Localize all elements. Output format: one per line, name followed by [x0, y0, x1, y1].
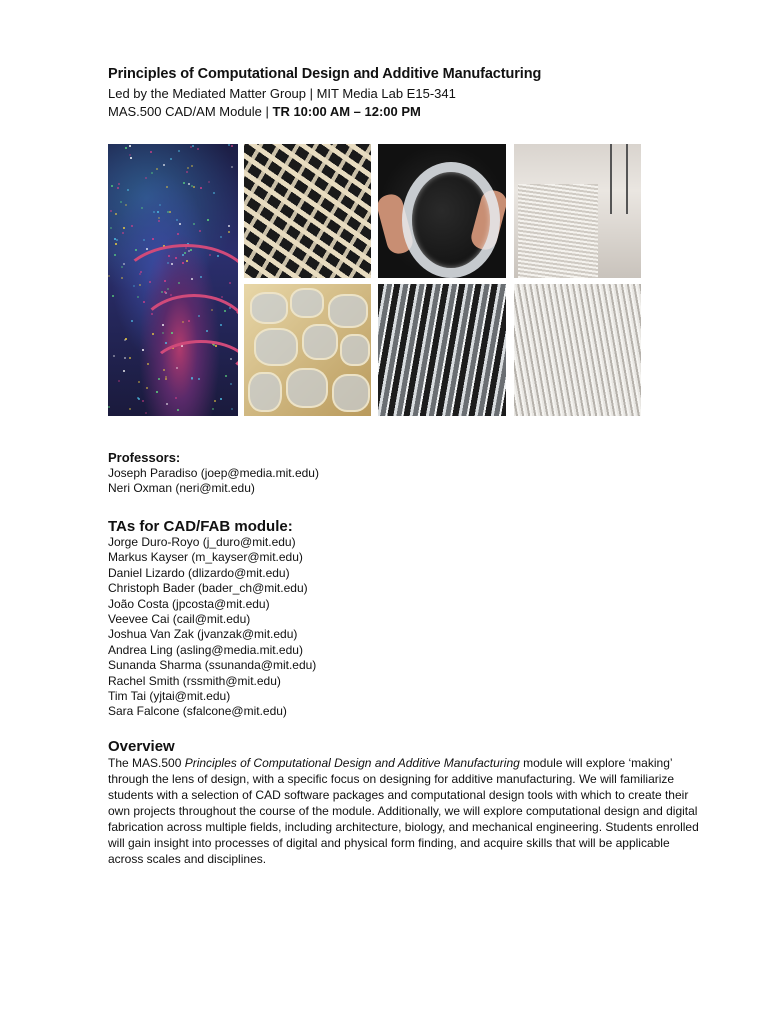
overview-course-title: Principles of Computational Design and Additive Manufacturing: [184, 756, 520, 770]
ta-item: Veevee Cai (cail@mit.edu): [108, 612, 251, 627]
microscopy-image: [108, 144, 238, 416]
document-title: Principles of Computational Design and Additive Manufacturing: [108, 66, 542, 82]
fiber-machine-image: [514, 144, 641, 278]
tas-list: [108, 535, 316, 720]
ta-item: Andrea Ling (asling@media.mit.edu): [108, 642, 303, 657]
professors-list: [108, 466, 319, 497]
tas-heading: TAs for CAD/FAB module:: [108, 518, 293, 535]
ta-item: Christoph Bader (bader_ch@mit.edu): [108, 581, 308, 596]
overview-heading: Overview: [108, 738, 175, 755]
glass-ribbons-image: [378, 284, 506, 416]
overview-paragraph: [108, 755, 708, 867]
ta-item: Rachel Smith (rssmith@mit.edu): [108, 673, 281, 688]
professor-item: Neri Oxman (neri@mit.edu): [108, 481, 255, 496]
module-time: TR 10:00 AM – 12:00 PM: [272, 104, 421, 119]
overview-text-rest: module will explore ‘making’ through the lens of design, with a specific focus on designing for additive manufacturing. We will familiarize students with a selection of CAD software packages and computational design tools with which to create their own projects throughout the course of the module. Additionally, we will explore computational design and digital fabrication across multiple fields, including architecture, biology, and mechanical engineering. Students enrolled will gain insight into processes of digital and physical form finding, and acquire skills that will be applicable across scales and disciplines.: [108, 756, 699, 866]
module-name: MAS.500 CAD/AM Module |: [108, 104, 273, 119]
professors-heading: Professors:: [108, 450, 181, 465]
document-subtitle: Led by the Mediated Matter Group | MIT Media Lab E15-341: [108, 86, 456, 101]
ta-item: Markus Kayser (m_kayser@mit.edu): [108, 550, 303, 565]
lattice-structure-image: [244, 144, 371, 278]
ta-item: Joshua Van Zak (jvanzak@mit.edu): [108, 627, 298, 642]
ta-item: Sunanda Sharma (ssunanda@mit.edu): [108, 658, 317, 673]
overview-text-start: The MAS.500: [108, 756, 185, 770]
ta-item: João Costa (jpcosta@mit.edu): [108, 596, 270, 611]
ta-item: Jorge Duro-Royo (j_duro@mit.edu): [108, 535, 296, 549]
module-schedule: [108, 104, 421, 119]
white-fibers-image: [514, 284, 641, 416]
ta-item: Daniel Lizardo (dlizardo@mit.edu): [108, 565, 290, 580]
professor-item: Joseph Paradiso (joep@media.mit.edu): [108, 466, 319, 480]
glass-ring-image: [378, 144, 506, 278]
cellular-structure-image: [244, 284, 371, 416]
ta-item: Sara Falcone (sfalcone@mit.edu): [108, 704, 287, 719]
image-gallery: [108, 144, 641, 416]
ta-item: Tim Tai (yjtai@mit.edu): [108, 689, 231, 704]
